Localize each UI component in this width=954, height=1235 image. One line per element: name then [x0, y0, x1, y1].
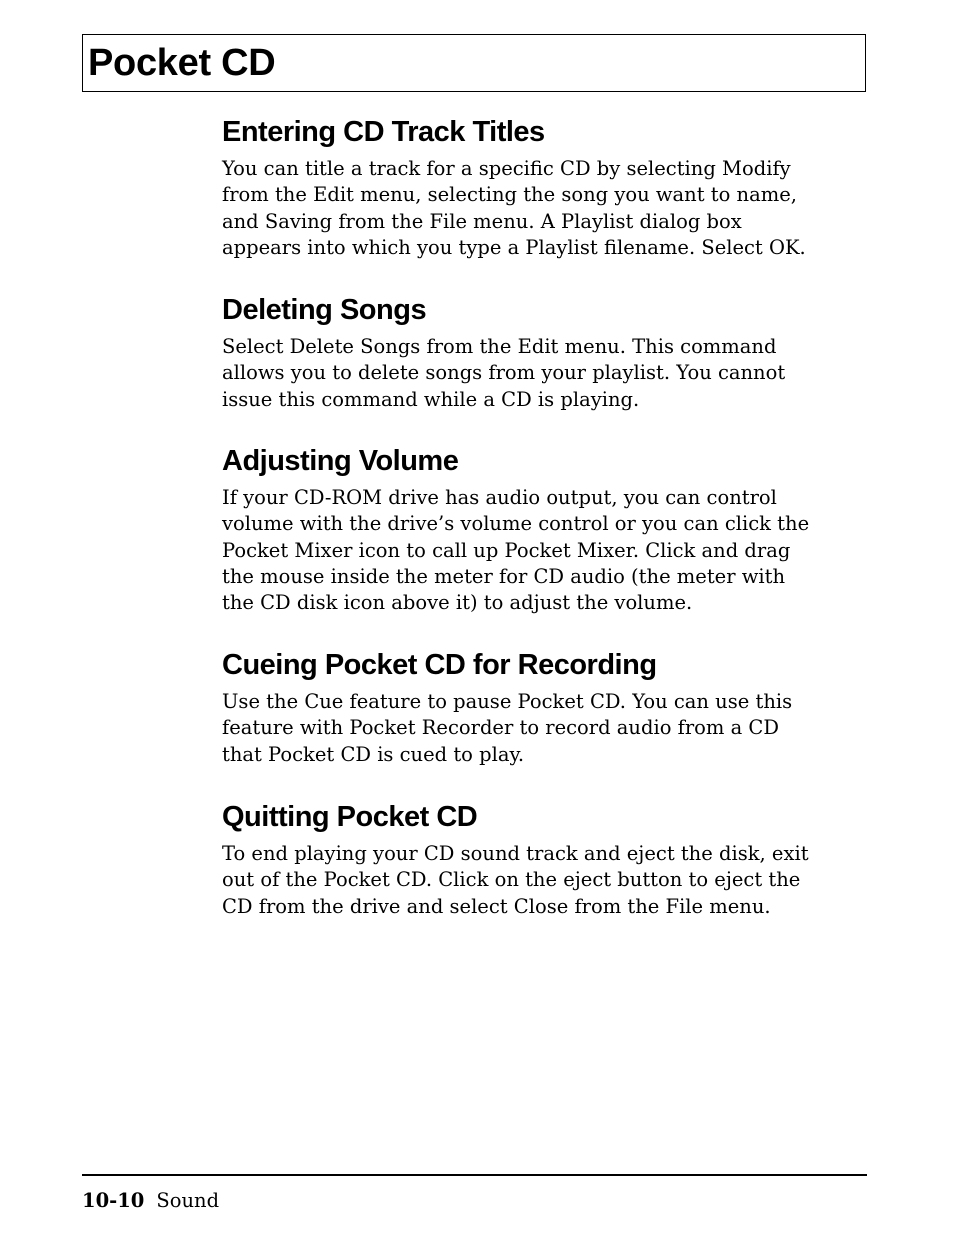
section-body: You can title a track for a specific CD by selecting Modify from the Edit menu, selecting the song you want to name, and Saving from the File menu. A Playlist dialog box appears into which you type a Playlist filename. Select OK.	[222, 157, 806, 259]
section-heading: Deleting Songs	[222, 294, 427, 326]
page-title-box	[82, 34, 866, 92]
section-heading: Adjusting Volume	[222, 445, 459, 477]
section-heading: Quitting Pocket CD	[222, 801, 478, 833]
page-footer	[82, 1188, 219, 1214]
section-deleting-songs	[222, 292, 785, 413]
section-heading: Entering CD Track Titles	[222, 116, 545, 148]
section-body: Use the Cue feature to pause Pocket CD. You can use this feature with Pocket Recorder to record audio from a CD that Pocket CD is cued to play.	[222, 690, 793, 766]
section-body: To end playing your CD sound track and eject the disk, exit out of the Pocket CD. Click on the eject button to eject the CD from the drive and select Close from the File menu.	[222, 842, 809, 918]
section-heading: Cueing Pocket CD for Recording	[222, 649, 657, 681]
section-body: Select Delete Songs from the Edit menu. This command allows you to delete songs from your playlist. You cannot issue this command while a CD is playing.	[222, 335, 786, 411]
page-title: Pocket CD	[88, 42, 276, 84]
page-number: 10-10	[82, 1189, 145, 1212]
section-entering-cd-track-titles	[222, 114, 806, 261]
footer-divider	[82, 1174, 867, 1176]
chapter-name: Sound	[156, 1189, 220, 1212]
section-body: If your CD-ROM drive has audio output, you can control volume with the drive’s volume control or you can click the Pocket Mixer icon to call up Pocket Mixer. Click and drag the mouse inside the meter for CD audio (the meter with the CD disk icon above it) to adjust the volume.	[222, 486, 810, 615]
section-cueing-pocket-cd	[222, 647, 792, 768]
section-adjusting-volume	[222, 443, 809, 616]
section-quitting-pocket-cd	[222, 799, 809, 920]
